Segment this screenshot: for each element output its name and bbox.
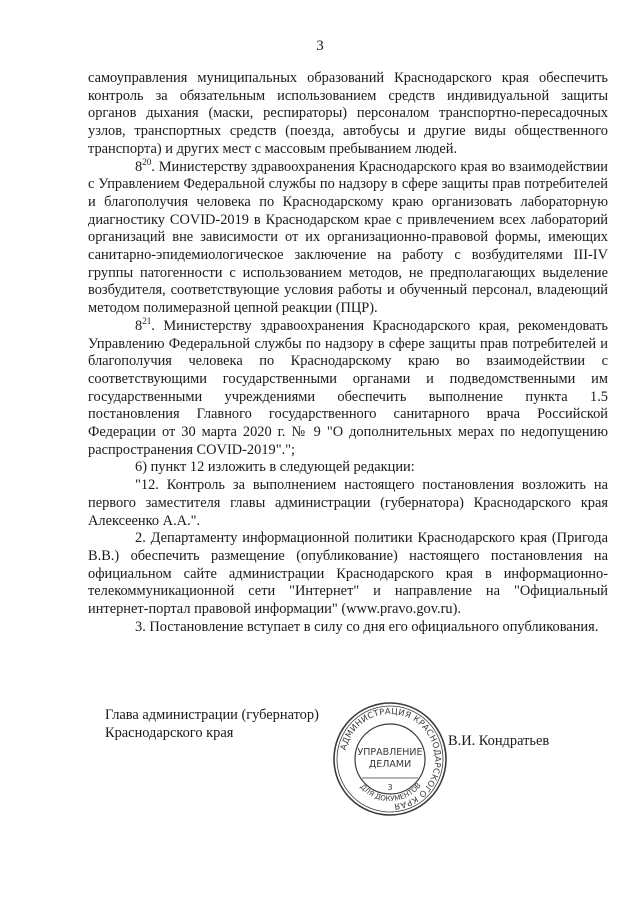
paragraph-point-12-intro: 6) пункт 12 изложить в следующей редакции: — [135, 459, 415, 476]
paragraph-8-21 — [88, 318, 608, 460]
signatory-title-line-2: Краснодарского края — [105, 725, 234, 741]
page-number: 3 — [316, 38, 324, 54]
clause-number: 8 — [135, 317, 143, 334]
seal-bottom-text: ДЛЯ ДОКУМЕНТОВ — [358, 780, 423, 804]
seal-number: 3 — [387, 783, 393, 792]
seal-center-line-1: УПРАВЛЕНИЕ — [357, 747, 423, 758]
seal-center-line-2: ДЕЛАМИ — [368, 759, 412, 770]
signature-block — [105, 706, 585, 826]
clause-text: . Министерству здравоохранения Краснодарского края во взаимодействии с Управлением Федеральной службы по надзору в сфере защиты прав потребителей и благополучия человека по Краснодарскому краю организовать лабораторную диагностику COVID-2019 в Краснодарском крае с привлечением всех лабораторий организаций вне зависимости от их организационно-правовой формы, имеющих санитарно-эпидемиологическое заключение на работу с возбудителями III-IV группы патогенности с использованием методов, не предполагающих выделение возбудителя, соответствующие условия работы и обученный персонал, владеющий методом полимеразной цепной реакции (ПЦР). — [88, 158, 608, 317]
seal-ring-text: АДМИНИСТРАЦИЯ КРАСНОДАРСКОГО КРАЯ — [337, 705, 444, 812]
paragraph-item-2: 2. Департаменту информационной политики Краснодарского края (Пригода В.В.) обеспечить размещение (опубликование) настоящего постановления на официальном сайте администрации Краснодарского края в информационно-телекоммуникационной сети "Интернет" и направление на "Официальный интернет-портал правовой информации" (www.pravo.gov.ru). — [88, 530, 608, 618]
clause-text: . Министерству здравоохранения Краснодарского края, рекомендовать Управлению Федеральной службы по надзору в сфере защиты прав потребителей и благополучия человека по Краснодарскому краю во взаимодействии с соответствующими государственными органами и подведомственными им государственными учреждениями обеспечить выполнение пункта 1.5 постановления Главного государственного санитарного врача Российской Федерации от 30 марта 2020 г. № 9 "О дополнительных мерах по недопущению распространения COVID-2019"."; — [88, 317, 608, 458]
paragraph-continuation: самоуправления муниципальных образований Краснодарского края обеспечить контроль за обязательным использованием средств индивидуальной защиты органов дыхания (маски, респираторы) персоналом транспортно-пересадочных узлов, транспортных средств (поезда, автобусы и другие виды общественного транспорта) и других мест с массовым пребыванием людей. — [88, 70, 608, 157]
clause-superscript: 21 — [142, 316, 152, 327]
paragraph-item-3: 3. Постановление вступает в силу со дня его официального опубликования. — [135, 618, 599, 635]
paragraph-8-20 — [88, 156, 608, 318]
signatory-title-line-1: Глава администрации (губернатор) — [105, 707, 319, 723]
clause-superscript: 20 — [142, 156, 152, 167]
clause-number: 8 — [135, 158, 143, 175]
document-body — [88, 70, 608, 637]
signatory-title — [105, 706, 319, 742]
signatory-name: В.И. Кондратьев — [448, 733, 550, 749]
paragraph-point-12: "12. Контроль за выполнением настоящего постановления возложить на первого заместителя главы администрации (губернатора) Краснодарского края Алексеенко А.А.". — [88, 477, 608, 529]
official-seal-stamp — [331, 700, 449, 818]
